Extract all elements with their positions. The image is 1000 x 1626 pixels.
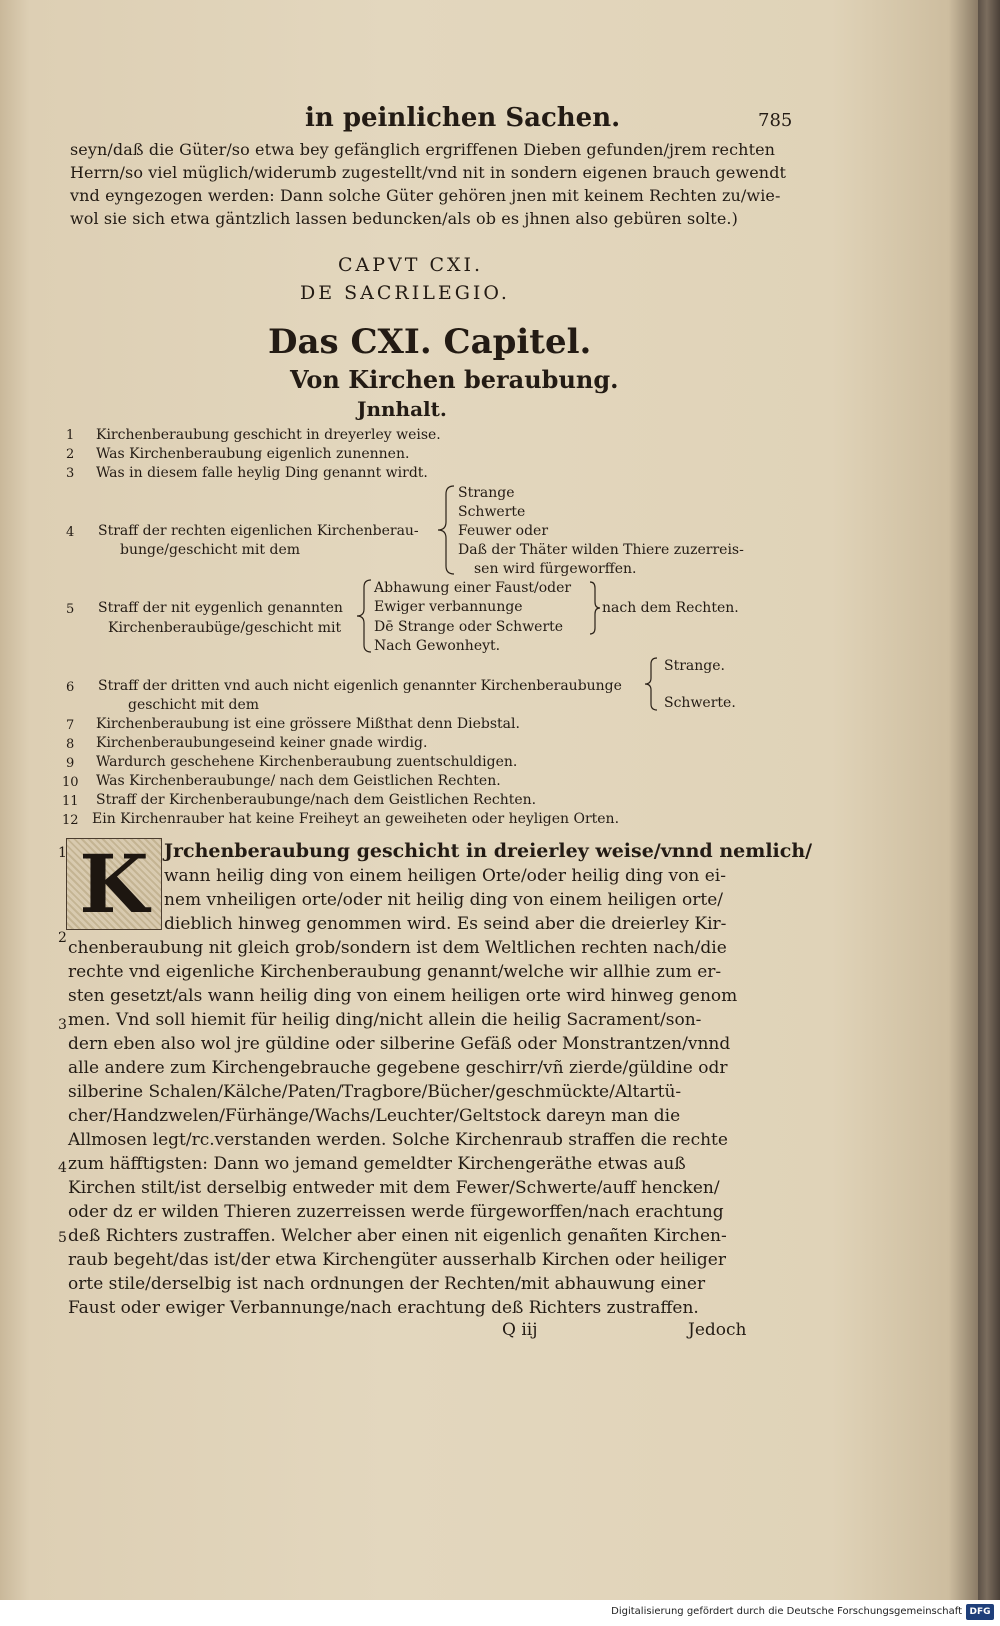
toc-item: bunge/geschicht mit dem <box>120 542 301 558</box>
toc-number: 12 <box>62 813 79 828</box>
running-head: in peinlichen Sachen. <box>305 103 621 133</box>
decorated-initial: K <box>66 838 162 930</box>
body-line: orte stile/derselbig ist nach ordnungen der Rechten/mit abhauwung einer <box>68 1274 706 1294</box>
toc-item: Kirchenberaubungeseind keiner gnade wirdig. <box>96 735 428 751</box>
toc-item: Kirchenberaubung ist eine grössere Mißthat denn Diebstal. <box>96 716 520 732</box>
toc-number: 8 <box>66 737 75 752</box>
toc-item: Straff der rechten eigenlichen Kirchenberau- <box>98 523 419 539</box>
body-line: Jrchenberaubung geschicht in dreierley weise/vnnd nemlich/ <box>164 840 813 862</box>
toc-number: 11 <box>62 794 79 809</box>
toc-number: 4 <box>66 525 75 540</box>
toc-option: Dē Strange oder Schwerte <box>374 619 564 635</box>
body-line: men. Vnd soll hiemit für heilig ding/nicht allein die heilig Sacrament/son- <box>68 1010 702 1030</box>
body-line: zum häfftigsten: Dann wo jemand gemeldter Kirchengeräthe etwas auß <box>68 1154 686 1174</box>
caput-subtitle: DE SACRILEGIO. <box>300 282 510 304</box>
body-line: oder dz er wilden Thieren zuzerreissen werde fürgeworffen/nach erachtung <box>68 1202 724 1222</box>
toc-item: Straff der nit eygenlich genannten <box>98 600 343 616</box>
margin-number: 5 <box>58 1230 67 1246</box>
signature-mark: Q iij <box>502 1320 538 1340</box>
curly-brace <box>434 484 458 576</box>
toc-number: 1 <box>66 428 75 443</box>
body-line: rechte vnd eigenliche Kirchenberaubung genannt/welche wir allhie zum er- <box>68 962 722 982</box>
margin-number: 2 <box>58 930 67 946</box>
prev-paragraph-line: vnd eyngezogen werden: Dann solche Güter gehören jnen mit keinem Rechten zu/wie- <box>70 186 781 205</box>
toc-number: 9 <box>66 756 75 771</box>
body-line: alle andere zum Kirchengebrauche gegebene geschirr/vñ zierde/güldine odr <box>68 1058 728 1078</box>
body-line: sten gesetzt/als wann heilig ding von einem heiligen orte wird hinweg genom <box>68 986 738 1006</box>
curly-brace <box>642 656 660 712</box>
toc-item: Ein Kirchenrauber hat keine Freiheyt an geweiheten oder heyligen Orten. <box>92 811 620 827</box>
body-line: dieblich hinweg genommen wird. Es seind aber die dreierley Kir- <box>164 914 727 934</box>
dfg-logo: DFG <box>966 1604 994 1620</box>
toc-option: Schwerte. <box>664 695 736 711</box>
toc-item: Was in diesem falle heylig Ding genannt wirdt. <box>96 465 428 481</box>
body-line: nem vnheiligen orte/oder nit heilig ding von einem heiligen orte/ <box>164 890 723 910</box>
body-line: raub begeht/das ist/der etwa Kirchengüter ausserhalb Kirchen oder heiliger <box>68 1250 726 1270</box>
chapter-subtitle: Von Kirchen beraubung. <box>290 365 619 394</box>
body-line: deß Richters zustraffen. Welcher aber einen nit eigenlich genañten Kirchen- <box>68 1226 727 1246</box>
toc-item: Kirchenberaubüge/geschicht mit <box>108 620 342 636</box>
catchword: Jedoch <box>688 1320 747 1340</box>
body-line: chenberaubung nit gleich grob/sondern ist dem Weltlichen rechten nach/die <box>68 938 727 958</box>
toc-option: nach dem Rechten. <box>602 600 739 616</box>
toc-option: Strange <box>458 485 515 501</box>
toc-option: Feuwer oder <box>458 523 549 539</box>
toc-number: 10 <box>62 775 79 790</box>
margin-number: 1 <box>58 845 67 861</box>
toc-option: Schwerte <box>458 504 526 520</box>
body-line: Allmosen legt/rc.verstanden werden. Solche Kirchenraub straffen die rechte <box>68 1130 728 1150</box>
toc-option: Ewiger verbannunge <box>374 599 523 615</box>
toc-number: 2 <box>66 447 75 462</box>
toc-option: Daß der Thäter wilden Thiere zuzerreis- <box>458 542 744 558</box>
toc-option: sen wird fürgeworffen. <box>474 561 637 577</box>
body-line: Kirchen stilt/ist derselbig entweder mit dem Fewer/Schwerte/auff hencken/ <box>68 1178 720 1198</box>
body-line: dern eben also wol jre güldine oder silberine Gefäß oder Monstrantzen/vnnd <box>68 1034 731 1054</box>
closing-brace <box>588 580 602 636</box>
body-line: silberine Schalen/Kälche/Paten/Tragbore/Bücher/geschmückte/Altartü- <box>68 1082 682 1102</box>
body-line: wann heilig ding von einem heiligen Orte/oder heilig ding von ei- <box>164 866 726 886</box>
curly-brace <box>354 578 374 654</box>
margin-number: 3 <box>58 1017 67 1033</box>
toc-number: 7 <box>66 718 75 733</box>
body-line: cher/Handzwelen/Fürhänge/Wachs/Leuchter/Geltstock dareyn man die <box>68 1106 681 1126</box>
toc-item: Kirchenberaubung geschicht in dreyerley weise. <box>96 427 441 443</box>
caput-title: CAPVT CXI. <box>338 254 484 276</box>
toc-number: 3 <box>66 466 75 481</box>
footer-credit: Digitalisierung gefördert durch die Deutsche Forschungsgemeinschaft <box>611 1606 962 1617</box>
toc-option: Strange. <box>664 658 725 674</box>
page-number: 785 <box>758 110 793 131</box>
toc-item: Straff der dritten vnd auch nicht eigenlich genannter Kirchenberaubunge <box>98 678 622 694</box>
body-line: Faust oder ewiger Verbannunge/nach erachtung deß Richters zustraffen. <box>68 1298 699 1318</box>
margin-number: 4 <box>58 1160 67 1176</box>
toc-item: Was Kirchenberaubunge/ nach dem Geistlichen Rechten. <box>96 773 501 789</box>
toc-item: Straff der Kirchenberaubunge/nach dem Geistlichen Rechten. <box>96 792 537 808</box>
toc-number: 5 <box>66 602 75 617</box>
prev-paragraph-line: Herrn/so viel müglich/widerumb zugestellt/vnd nit in sondern eigenen brauch gewendt <box>70 163 787 182</box>
toc-item: geschicht mit dem <box>128 697 260 713</box>
book-spine <box>978 0 1000 1600</box>
toc-option: Nach Gewonheyt. <box>374 638 501 654</box>
prev-paragraph-line: wol sie sich etwa gäntzlich lassen beduncken/als ob es jhnen also gebüren solte.) <box>70 209 738 228</box>
prev-paragraph-line: seyn/daß die Güter/so etwa bey gefänglich ergriffenen Dieben gefunden/jrem rechten <box>70 140 776 159</box>
toc-number: 6 <box>66 680 75 695</box>
chapter-title: Das CXI. Capitel. <box>268 322 592 362</box>
contents-heading: Jnnhalt. <box>357 397 447 421</box>
toc-item: Wardurch geschehene Kirchenberaubung zuentschuldigen. <box>96 754 518 770</box>
toc-option: Abhawung einer Faust/oder <box>374 580 572 596</box>
toc-item: Was Kirchenberaubung eigenlich zunennen. <box>96 446 410 462</box>
